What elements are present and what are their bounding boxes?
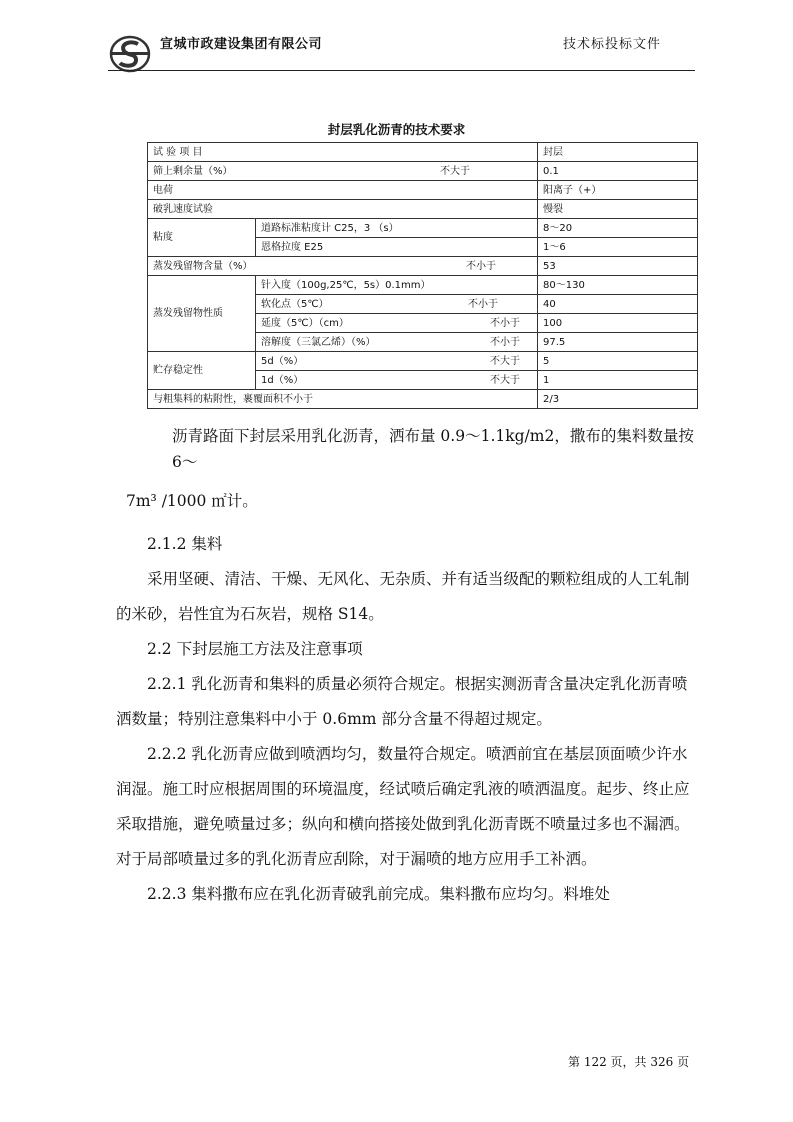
table-cell: 5: [538, 352, 698, 371]
table-group-cell: 蒸发残留物性质: [148, 276, 256, 352]
table-cell: 针入度（100g,25℃，5s）0.1mm）: [256, 276, 538, 295]
header-divider: [108, 70, 695, 71]
table-cell: [148, 162, 538, 181]
row-item: 1d（%）: [261, 374, 304, 386]
table-cell: 慢裂: [538, 200, 698, 219]
table-cell: 与粗集料的粘附性，裹覆面积不小于: [148, 390, 538, 409]
table-cell: [256, 371, 538, 390]
row-condition: 不小于: [490, 317, 521, 329]
table-cell: 恩格拉度 E25: [256, 238, 538, 257]
table-cell: [256, 295, 538, 314]
table-cell: 1: [538, 371, 698, 390]
table-cell: 100: [538, 314, 698, 333]
table-cell: [256, 314, 538, 333]
row-condition: 不小于: [490, 336, 521, 348]
table-cell: 道路标准粘度计 C25，3 （s）: [256, 219, 538, 238]
row-condition: 不小于: [466, 260, 497, 272]
company-logo-icon: [108, 34, 152, 74]
paragraph-dosage-continued: 7m³ /1000 ㎡计。: [126, 492, 258, 510]
heading-construction-method: 2.2 下封层施工方法及注意事项: [147, 640, 363, 658]
paragraph-2-2-2: 2.2.2 乳化沥青应做到喷洒均匀，数量符合规定。喷洒前宜在基层顶面喷少许水润湿。施工时应根据周围的环境温度，经试喷后确定乳液的喷洒温度。起步、终止应采取措施，避免喷量过多；纵向和横向搭接处做到乳化沥青既不喷量过多也不漏洒。对于局部喷量过多的乳化沥青应刮除，对于漏喷的地方应用手工补洒。: [116, 745, 690, 868]
row-condition: 不大于: [440, 165, 471, 177]
row-condition: 不大于: [490, 355, 521, 367]
paragraph-2-2-3: 2.2.3 集料撒布应在乳化沥青破乳前完成。集料撒布应均匀。料堆处: [147, 885, 610, 903]
row-item: 5d（%）: [261, 355, 304, 367]
page-header: [0, 0, 793, 80]
table-cell: 40: [538, 295, 698, 314]
table-cell: 阳离子（+）: [538, 181, 698, 200]
table-row: [148, 276, 698, 295]
paragraph-dosage: 沥青路面下封层采用乳化沥青，洒布量 0.9～1.1kg/m2，撒布的集料数量按 6～: [172, 427, 694, 471]
table-cell: 封层: [538, 143, 698, 162]
table-cell: 试 验 项 目: [148, 143, 538, 162]
table-cell: 破乳速度试验: [148, 200, 538, 219]
table-cell: 8～20: [538, 219, 698, 238]
table-title: 封层乳化沥青的技术要求: [327, 122, 466, 137]
row-item: 延度（5℃）（cm）: [261, 317, 349, 329]
row-condition: 不大于: [490, 374, 521, 386]
table-row: [148, 257, 698, 276]
table-row: [148, 200, 698, 219]
company-name: 宣城市政建设集团有限公司: [160, 37, 323, 52]
table-cell: [256, 352, 538, 371]
table-row: [148, 390, 698, 409]
heading-aggregate: 2.1.2 集料: [147, 535, 223, 553]
table-row: [148, 219, 698, 238]
table-cell: [256, 333, 538, 352]
table-group-cell: 贮存稳定性: [148, 352, 256, 390]
table-row: [148, 181, 698, 200]
row-item: 蒸发残留物含量（%）: [153, 260, 253, 272]
table-cell: 2/3: [538, 390, 698, 409]
page-number: 第 122 页，共 326 页: [568, 1055, 690, 1069]
table-cell: 80～130: [538, 276, 698, 295]
row-item: 筛上剩余量（%）: [153, 165, 233, 177]
table-row: [148, 143, 698, 162]
table-cell: 电荷: [148, 181, 538, 200]
paragraph-aggregate: 采用坚硬、清洁、干燥、无风化、无杂质、并有适当级配的颗粒组成的人工轧制的米砂，岩性宜为石灰岩，规格 S14。: [116, 570, 690, 623]
table-row: [148, 162, 698, 181]
table-cell: [148, 257, 538, 276]
row-item: 溶解度（三氯乙烯）（%）: [261, 336, 376, 348]
spec-table: [147, 142, 698, 409]
paragraph-2-2-1: 2.2.1 乳化沥青和集料的质量必须符合规定。根据实测沥青含量决定乳化沥青喷洒数量；特别注意集料中小于 0.6mm 部分含量不得超过规定。: [116, 675, 688, 728]
row-condition: 不小于: [468, 298, 499, 310]
table-cell: 1～6: [538, 238, 698, 257]
table-row: [148, 352, 698, 371]
table-cell: 0.1: [538, 162, 698, 181]
document-type: 技术标投标文件: [563, 37, 662, 52]
body-section: [116, 527, 701, 912]
table-group-cell: 粘度: [148, 219, 256, 257]
table-cell: 97.5: [538, 333, 698, 352]
table-cell: 53: [538, 257, 698, 276]
row-item: 软化点（5℃）: [261, 298, 329, 310]
